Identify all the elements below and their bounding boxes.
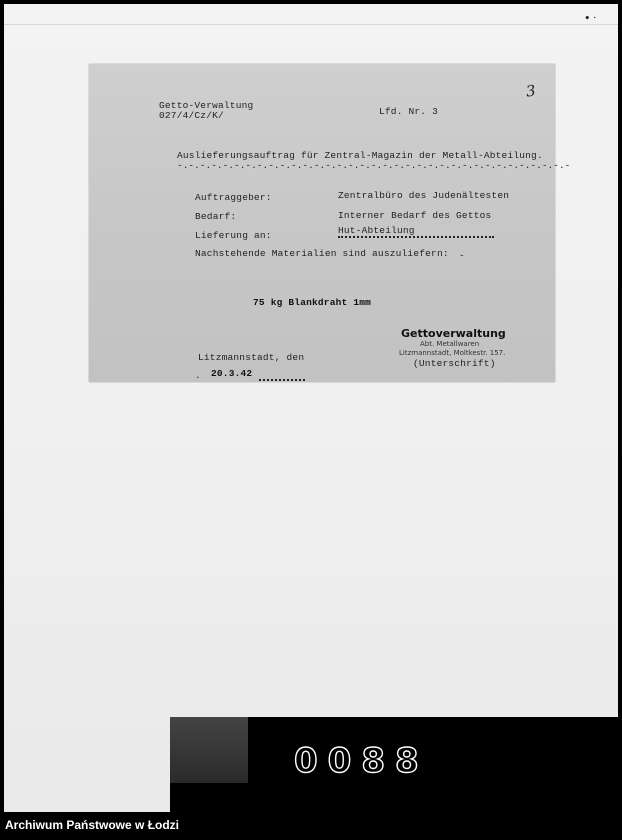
stamp-title: Gettoverwaltung — [401, 327, 506, 340]
counter-tab — [170, 717, 248, 783]
field-value-bedarf: Interner Bedarf des Gettos — [338, 210, 492, 221]
archive-label: Archiwum Państwowe w Łodzi — [5, 818, 180, 832]
signature-label: (Unterschrift) — [413, 358, 496, 369]
serial-number: Lfd. Nr. 3 — [379, 106, 439, 117]
instruction-dash: - — [459, 250, 465, 261]
stamp-address: Litzmannstadt, Moltkestr. 157. — [399, 349, 506, 357]
corner-mark: • ᐧ — [584, 14, 596, 24]
header-reference: 027/4/Cz/K/ — [159, 110, 224, 121]
field-label-auftraggeber: Auftraggeber: — [195, 192, 272, 203]
page-marker: 3 — [524, 81, 537, 101]
place-line: Litzmannstadt, den — [198, 352, 305, 363]
field-label-lieferung: Lieferung an: — [195, 230, 272, 241]
instruction-line: Nachstehende Materialien sind auszuliefern: — [195, 248, 449, 259]
form-title: Auslieferungsauftrag für Zentral-Magazin der Metall-Abteilung. — [177, 150, 543, 161]
field-value-auftraggeber: Zentralbüro des Judenältesten — [338, 190, 510, 201]
field-dotted-line — [338, 236, 494, 238]
date-lead-dot: . — [195, 370, 201, 381]
order-form-card — [89, 64, 571, 382]
header-office: Getto-Verwaltung — [159, 100, 254, 111]
item-line: 75 kg Blankdraht 1mm — [253, 297, 372, 308]
sheet-edge-line — [4, 24, 618, 25]
title-underline: -.-.-.-.-.-.-.-.-.-.-.-.-.-.-.-.-.-.-.-.-.-.-.-.-.-.-.-.-.-.-.-.-.-.- — [177, 160, 571, 171]
date-dotted-line — [259, 379, 305, 381]
archive-sheet — [4, 4, 618, 812]
field-value-lieferung: Hut-Abteilung — [338, 225, 415, 236]
frame-counter: 0088 — [294, 741, 429, 781]
stamp-subtitle: Abt. Metallwaren — [420, 340, 480, 348]
date-value: 20.3.42 — [211, 368, 253, 379]
field-label-bedarf: Bedarf: — [195, 211, 237, 222]
